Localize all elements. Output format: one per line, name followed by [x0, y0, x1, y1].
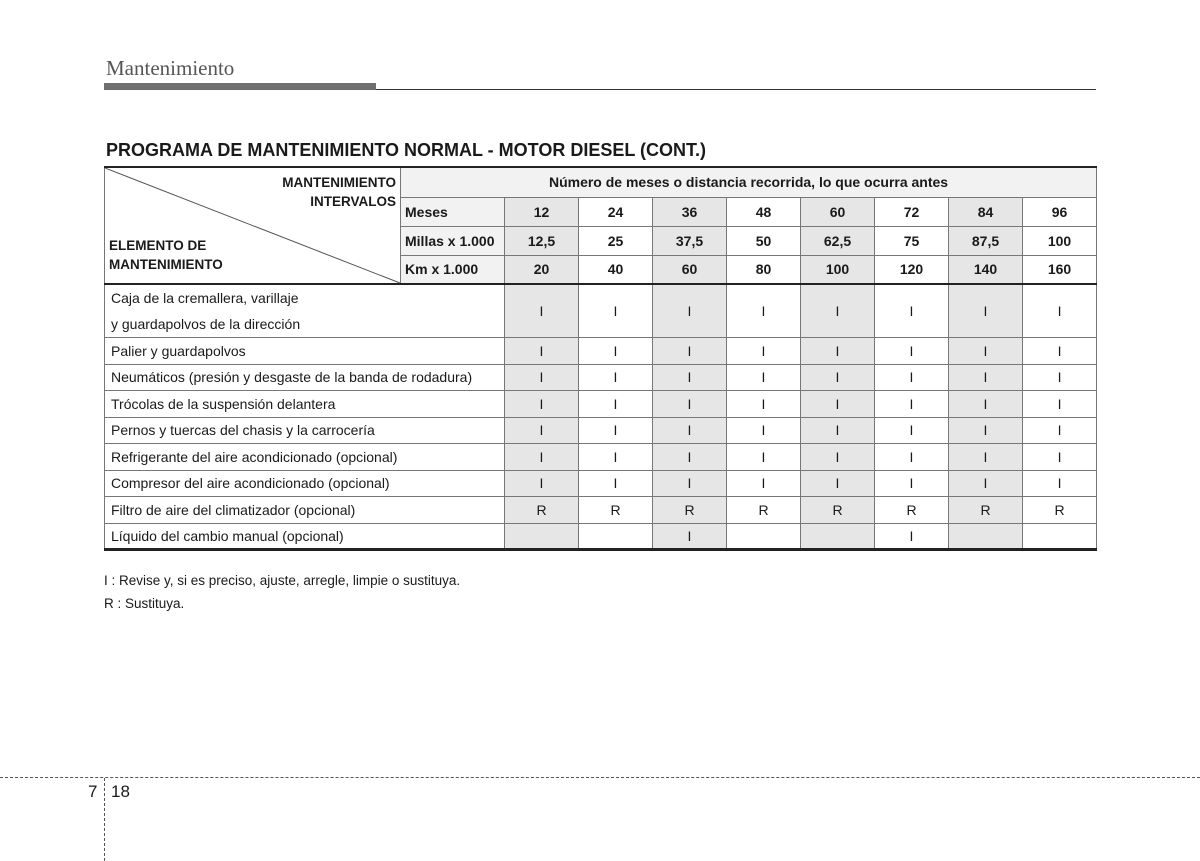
interval-value-cell: 160	[1023, 255, 1097, 284]
maintenance-mark-cell: I	[801, 391, 875, 418]
maintenance-mark-cell: I	[505, 444, 579, 471]
maintenance-mark-cell: I	[875, 284, 949, 338]
interval-value-cell: 80	[727, 255, 801, 284]
maintenance-mark-cell: I	[875, 338, 949, 365]
maintenance-mark-cell	[801, 523, 875, 550]
maintenance-mark-cell: I	[1023, 417, 1097, 444]
interval-value-cell: 87,5	[949, 226, 1023, 255]
corner-bottom-line2: MANTENIMIENTO	[109, 257, 223, 272]
interval-value-cell: 36	[653, 197, 727, 226]
maintenance-mark-cell: I	[1023, 284, 1097, 338]
corner-bottom-label	[109, 236, 223, 274]
maintenance-mark-cell: I	[801, 470, 875, 497]
maintenance-item-label	[105, 391, 505, 418]
maintenance-mark-cell: R	[727, 497, 801, 524]
maintenance-item-label	[105, 470, 505, 497]
maintenance-mark-cell: I	[727, 444, 801, 471]
maintenance-table	[104, 166, 1097, 551]
maintenance-mark-cell: I	[579, 444, 653, 471]
interval-value-cell: 84	[949, 197, 1023, 226]
interval-value-cell: 12	[505, 197, 579, 226]
item-label-line1: Filtro de aire del climatizador (opcional)	[111, 501, 356, 518]
item-label-line1: Palier y guardapolvos	[111, 342, 246, 359]
item-label-line1: Refrigerante del aire acondicionado (opcional)	[111, 448, 398, 465]
interval-value-cell: 60	[653, 255, 727, 284]
maintenance-mark-cell: I	[949, 284, 1023, 338]
interval-value-cell: 12,5	[505, 226, 579, 255]
maintenance-mark-cell: I	[653, 444, 727, 471]
interval-value-cell: 75	[875, 226, 949, 255]
maintenance-mark-cell	[949, 523, 1023, 550]
maintenance-mark-cell: I	[505, 364, 579, 391]
item-label-line1: Pernos y tuercas del chasis y la carrocería	[111, 422, 375, 439]
interval-value-cell: 100	[1023, 226, 1097, 255]
corner-bottom-line1: ELEMENTO DE	[109, 238, 207, 253]
maintenance-mark-cell: I	[727, 364, 801, 391]
maintenance-mark-cell: I	[801, 417, 875, 444]
chapter-number: 7	[88, 782, 98, 801]
interval-value-cell: 24	[579, 197, 653, 226]
maintenance-mark-cell: R	[1023, 497, 1097, 524]
maintenance-mark-cell: I	[875, 470, 949, 497]
interval-value-cell: 120	[875, 255, 949, 284]
maintenance-mark-cell: I	[949, 364, 1023, 391]
item-label-line1: Compresor del aire acondicionado (opcional)	[111, 475, 390, 492]
maintenance-mark-cell: R	[875, 497, 949, 524]
maintenance-mark-cell: I	[579, 417, 653, 444]
maintenance-mark-cell: I	[505, 417, 579, 444]
maintenance-mark-cell: I	[801, 364, 875, 391]
interval-row-label: Meses	[401, 197, 505, 226]
interval-header: Número de meses o distancia recorrida, lo que ocurra antes	[401, 167, 1097, 197]
maintenance-mark-cell: I	[1023, 391, 1097, 418]
maintenance-item-label	[105, 523, 505, 550]
maintenance-mark-cell: I	[505, 391, 579, 418]
maintenance-mark-cell: I	[579, 391, 653, 418]
maintenance-mark-cell: I	[949, 417, 1023, 444]
maintenance-mark-cell	[579, 523, 653, 550]
table-title: PROGRAMA DE MANTENIMIENTO NORMAL - MOTOR DIESEL (CONT.)	[106, 140, 707, 160]
maintenance-mark-cell: I	[653, 364, 727, 391]
maintenance-mark-cell: I	[949, 391, 1023, 418]
footer-dashed-line	[0, 777, 1200, 778]
maintenance-mark-cell: I	[1023, 470, 1097, 497]
corner-top-line1: MANTENIMIENTO	[282, 175, 396, 190]
maintenance-mark-cell: I	[949, 470, 1023, 497]
maintenance-mark-cell: R	[653, 497, 727, 524]
interval-value-cell: 40	[579, 255, 653, 284]
maintenance-mark-cell: I	[727, 470, 801, 497]
maintenance-mark-cell: I	[653, 391, 727, 418]
maintenance-mark-cell	[727, 523, 801, 550]
maintenance-mark-cell: R	[505, 497, 579, 524]
interval-row-label: Millas x 1.000	[401, 226, 505, 255]
maintenance-mark-cell: I	[801, 284, 875, 338]
section-title: Mantenimiento	[106, 56, 235, 80]
header-rule-dark	[104, 83, 376, 90]
maintenance-mark-cell: I	[579, 364, 653, 391]
maintenance-mark-cell: I	[505, 470, 579, 497]
maintenance-mark-cell: I	[875, 417, 949, 444]
maintenance-mark-cell: I	[653, 338, 727, 365]
item-label-line2: y guardapolvos de la dirección	[111, 316, 301, 332]
maintenance-mark-cell: I	[653, 523, 727, 550]
maintenance-mark-cell: I	[579, 284, 653, 338]
maintenance-item-label	[105, 338, 505, 365]
corner-top-line2: INTERVALOS	[310, 194, 396, 209]
header-rule-thin	[376, 89, 1096, 90]
interval-value-cell: 96	[1023, 197, 1097, 226]
maintenance-mark-cell	[505, 523, 579, 550]
interval-value-cell: 60	[801, 197, 875, 226]
maintenance-item-label	[105, 444, 505, 471]
interval-value-cell: 25	[579, 226, 653, 255]
maintenance-mark-cell: I	[801, 444, 875, 471]
interval-value-cell: 20	[505, 255, 579, 284]
legend-replace: R : Sustituya.	[104, 596, 185, 611]
maintenance-mark-cell: I	[727, 417, 801, 444]
maintenance-mark-cell: I	[875, 391, 949, 418]
maintenance-mark-cell: I	[653, 417, 727, 444]
maintenance-mark-cell: I	[949, 444, 1023, 471]
maintenance-mark-cell: I	[1023, 364, 1097, 391]
maintenance-mark-cell: I	[727, 338, 801, 365]
interval-value-cell: 72	[875, 197, 949, 226]
interval-value-cell: 37,5	[653, 226, 727, 255]
table-corner-header	[105, 167, 401, 284]
item-label-line1: Trócolas de la suspensión delantera	[111, 395, 336, 412]
maintenance-item-label	[105, 417, 505, 444]
maintenance-mark-cell: I	[653, 284, 727, 338]
interval-row-label: Km x 1.000	[401, 255, 505, 284]
maintenance-mark-cell: R	[801, 497, 875, 524]
maintenance-mark-cell: I	[579, 470, 653, 497]
interval-value-cell: 140	[949, 255, 1023, 284]
interval-value-cell: 50	[727, 226, 801, 255]
maintenance-item-label	[105, 497, 505, 524]
maintenance-mark-cell: I	[875, 444, 949, 471]
corner-top-label	[282, 173, 396, 211]
maintenance-mark-cell: I	[579, 338, 653, 365]
interval-value-cell: 100	[801, 255, 875, 284]
footer-dashed-divider	[104, 778, 105, 861]
maintenance-item-label	[105, 284, 505, 338]
legend-inspect: I : Revise y, si es preciso, ajuste, arregle, limpie o sustituya.	[104, 573, 461, 588]
maintenance-mark-cell: I	[875, 364, 949, 391]
maintenance-mark-cell: I	[875, 523, 949, 550]
maintenance-mark-cell: I	[505, 284, 579, 338]
maintenance-mark-cell: I	[653, 470, 727, 497]
maintenance-mark-cell: R	[949, 497, 1023, 524]
interval-value-cell: 48	[727, 197, 801, 226]
page-number: 18	[111, 782, 130, 801]
maintenance-mark-cell: I	[1023, 338, 1097, 365]
maintenance-mark-cell	[1023, 523, 1097, 550]
maintenance-mark-cell: I	[727, 391, 801, 418]
item-label-line1: Caja de la cremallera, varillaje	[111, 290, 299, 306]
maintenance-mark-cell: I	[1023, 444, 1097, 471]
maintenance-mark-cell: R	[579, 497, 653, 524]
item-label-line1: Neumáticos (presión y desgaste de la banda de rodadura)	[111, 369, 473, 386]
interval-value-cell: 62,5	[801, 226, 875, 255]
maintenance-mark-cell: I	[727, 284, 801, 338]
item-label-line1: Líquido del cambio manual (opcional)	[111, 527, 344, 544]
maintenance-item-label	[105, 364, 505, 391]
maintenance-mark-cell: I	[505, 338, 579, 365]
maintenance-mark-cell: I	[949, 338, 1023, 365]
maintenance-mark-cell: I	[801, 338, 875, 365]
